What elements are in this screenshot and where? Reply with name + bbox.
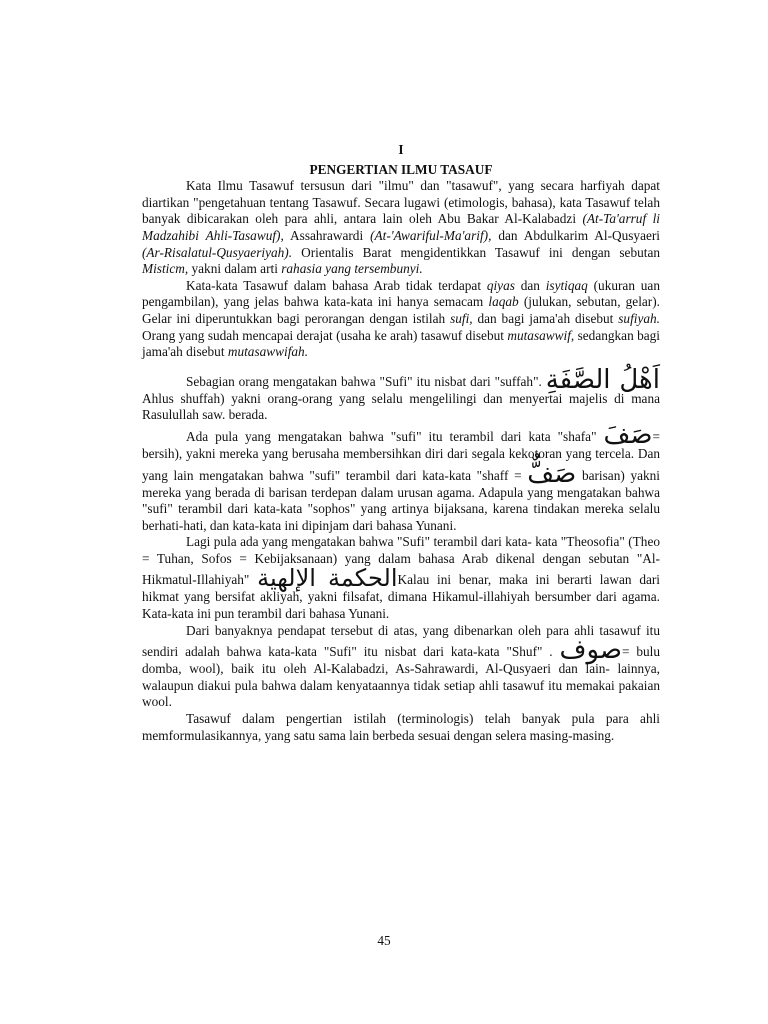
- page-content: [142, 142, 660, 744]
- italic-term: Misticm,: [142, 261, 189, 277]
- italic-term: sufi,: [450, 310, 473, 326]
- text-run: Ada pula yang mengatakan bahwa "sufi" itu terambil dari kata "shafa": [186, 428, 604, 444]
- text-run: = bulu domba, wool), baik itu oleh Al-Kalabadzi, As-Sahrawardi, Al-Qusyaeri dan lain- lainnya, walaupun diakui pula bahwa dalam kenyataannya tidak setiap ahli tasawuf itu memakai pakaian wool.: [142, 644, 661, 710]
- chapter-title: PENGERTIAN ILMU TASAUF: [309, 161, 493, 177]
- italic-term: qiyas: [486, 277, 515, 293]
- arabic-term: صَفٌّ: [527, 458, 577, 489]
- book-title: (Ar-Risalatul-Qusyaeriyah).: [142, 244, 293, 260]
- text-run: = bersih), yakni mereka yang berusaha membersihkan diri dari segala kekotoran yang tercela. Dan yang lain mengatakan bahwa "sufi" terambil dari kata-kata "shaff =: [142, 428, 660, 483]
- arabic-term: الحكمة الإلهية: [257, 564, 398, 593]
- text-run: yakni dalam arti: [188, 261, 282, 277]
- paragraph-7: [142, 711, 660, 744]
- text-run: Ahlus shuffah) yakni orang-orang yang selalu mengelilingi dan menyertai majelis di mana Rasulullah saw. berada.: [142, 390, 660, 423]
- text-run: barisan) yakni mereka yang berada di barisan terdepan dalam urusan agama. Adapula yang mengatakan bahwa "sufi" terambil dari kata-kata "sophos" yang artinya bijaksana, karena tindakan mereka selalu berhati-hati, dan kata-kata ini dipinjam dari bahasa Yunani.: [142, 467, 660, 533]
- text-run: Kalau ini benar, maka ini berarti lawan dari hikmat yang bersifat akliyah, yakni filsafat, dimana Hikamul-illahiyah bersumber dari agama. Kata-kata ini pun terambil dari bahasa Yunani.: [142, 572, 661, 622]
- paragraph-2: [142, 278, 660, 361]
- arabic-term: اَهْلُ الصَّفَةِ: [545, 364, 660, 395]
- text-run: Tasawuf dalam pengertian istilah (terminologis) telah banyak pula para ahli memformulasikannya, yang satu sama lain berbeda sesuai dengan selera masing-masing.: [142, 711, 660, 743]
- text-run: dan bagi jama'ah disebut: [472, 310, 619, 326]
- text-run: Assahrawardi: [283, 227, 371, 243]
- text-run: dan Abdulkarim Al-Qusyaeri: [491, 227, 660, 243]
- text-run: sedangkan bagi jama'ah disebut: [142, 327, 660, 360]
- text-run: (julukan, sebutan, gelar). Gelar ini diperuntukkan bagi perorangan dengan istilah: [142, 294, 660, 326]
- text-run: Orang yang sudah mencapai derajat (usaha ke arah) tasawuf disebut: [142, 327, 508, 343]
- text-run: Lagi pula ada yang mengatakan bahwa "Sufi" terambil dari kata- kata "Theosofia" (Theo = Tuhan, Sofos = Kebijaksanaan) yang dalam bahasa Arab dikenal dengan sebutan "Al-Hikmatul-Illahiyah": [142, 534, 660, 588]
- italic-term: laqab: [488, 294, 519, 310]
- paragraph-3: [142, 364, 660, 424]
- paragraph-5: [142, 534, 660, 622]
- text-run: (ukuran uan pengambilan), yang jelas bahwa kata-kata ini hanya semacam: [142, 277, 660, 310]
- text-run: Kata Ilmu Tasawuf tersusun dari "ilmu" dan "tasawuf", yang secara harfiyah dapat diartikan "pengetahuan tentang Tasawuf. Secara lugawi (etimologis, bahasa), kata Tasawuf telah banyak dibicarakan oleh para ahli, antara lain oleh Abu Bakar Al-Kalabadzi: [142, 178, 660, 227]
- text-run: Dari banyaknya pendapat tersebut di atas, yang dibenarkan oleh para ahli tasawuf itu sendiri adalah bahwa kata-kata "Sufi" itu nisbat dari kata-kata "Shuf" .: [142, 622, 660, 660]
- italic-term: mutasawwif,: [507, 327, 575, 343]
- paragraph-6: [142, 623, 660, 711]
- italic-term: rahasia yang tersembunyi.: [281, 261, 423, 277]
- text-run: dan: [514, 277, 546, 293]
- italic-term: sufiyah.: [618, 310, 660, 326]
- italic-term: isytiqaq: [545, 277, 588, 293]
- book-title: (At-'Awariful-Ma'arif),: [370, 227, 492, 243]
- italic-term: mutasawwifah.: [227, 344, 309, 360]
- text-run: Sebagian orang mengatakan bahwa "Sufi" itu nisbat dari "suffah".: [186, 373, 546, 389]
- chapter-number: I: [398, 142, 404, 157]
- book-title: (At-Ta'arruf li Madzahibi Ahli-Tasawuf),: [142, 211, 660, 243]
- text-run: Orientalis Barat mengidentikkan Tasawuf ini dengan sebutan: [292, 244, 660, 260]
- text-run: Kata-kata Tasawuf dalam bahasa Arab tidak terdapat: [186, 277, 487, 293]
- page-number: 45: [377, 933, 391, 948]
- paragraph-4: [142, 419, 660, 534]
- paragraph-1: [142, 178, 660, 278]
- arabic-term: صَفَ: [603, 419, 653, 450]
- arabic-term: صوف: [559, 635, 622, 666]
